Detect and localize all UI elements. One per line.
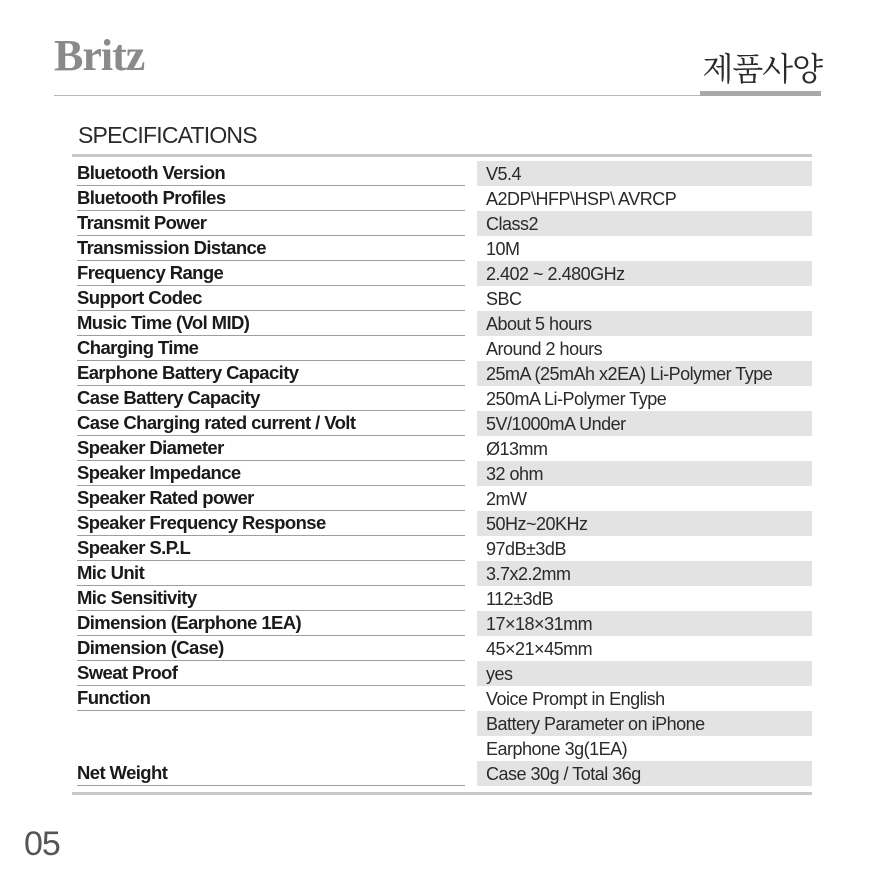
spec-row (72, 661, 812, 686)
spec-row (72, 586, 812, 611)
spec-value: 25mA (25mAh x2EA) Li-Polymer Type (477, 361, 812, 386)
spec-row (72, 186, 812, 211)
spec-row (72, 161, 812, 186)
spec-value: 2mW (486, 489, 527, 509)
spec-row (72, 611, 812, 636)
spec-row (72, 711, 812, 736)
spec-value: Earphone 3g(1EA) (486, 739, 628, 759)
spec-value: Case 30g / Total 36g (477, 761, 812, 786)
spec-value: SBC (486, 289, 522, 309)
spec-label: Support Codec (77, 286, 465, 311)
spec-value: 3.7x2.2mm (477, 561, 812, 586)
spec-label: Mic Sensitivity (77, 586, 465, 611)
spec-row (72, 361, 812, 386)
spec-value: V5.4 (477, 161, 812, 186)
page-heading: 제품사양 (702, 50, 822, 88)
table-bottom-rule (72, 792, 812, 795)
spec-value: Around 2 hours (486, 339, 603, 359)
brand-logo: Britz (54, 31, 145, 80)
spec-row (72, 461, 812, 486)
spec-label: Speaker Rated power (77, 486, 465, 511)
spec-label: Frequency Range (77, 261, 465, 286)
spec-label: Charging Time (77, 336, 465, 361)
spec-value: Ø13mm (486, 439, 548, 459)
section-title: SPECIFICATIONS (78, 122, 257, 148)
spec-label: Speaker Impedance (77, 461, 465, 486)
spec-label: Speaker S.P.L (77, 536, 465, 561)
spec-label: Function (77, 686, 465, 711)
spec-label: Bluetooth Version (77, 161, 465, 186)
spec-label: Transmission Distance (77, 236, 465, 261)
spec-row (72, 636, 812, 661)
spec-row (72, 311, 812, 336)
spec-value: 250mA Li-Polymer Type (486, 389, 667, 409)
spec-row (72, 511, 812, 536)
spec-value: 45×21×45mm (486, 639, 593, 659)
spec-value: A2DP\HFP\HSP\ AVRCP (486, 189, 677, 209)
spec-table (72, 161, 812, 786)
spec-value: 50Hz~20KHz (477, 511, 812, 536)
spec-value: Class2 (477, 211, 812, 236)
spec-value: 2.402 ~ 2.480GHz (477, 261, 812, 286)
spec-label: Transmit Power (77, 211, 465, 236)
spec-value: 112±3dB (486, 589, 554, 609)
spec-row (72, 561, 812, 586)
spec-row (72, 411, 812, 436)
spec-label (77, 736, 465, 760)
spec-label: Mic Unit (77, 561, 465, 586)
table-top-rule (72, 154, 812, 157)
spec-value: 17×18×31mm (477, 611, 812, 636)
spec-label: Case Battery Capacity (77, 386, 465, 411)
spec-row (72, 736, 812, 761)
spec-label: Bluetooth Profiles (77, 186, 465, 211)
spec-row (72, 536, 812, 561)
spec-row (72, 386, 812, 411)
spec-row (72, 336, 812, 361)
spec-label: Earphone Battery Capacity (77, 361, 465, 386)
spec-label: Music Time (Vol MID) (77, 311, 465, 336)
spec-value: 32 ohm (477, 461, 812, 486)
spec-value: Battery Parameter on iPhone (477, 711, 812, 736)
spec-row (72, 436, 812, 461)
spec-label (77, 711, 465, 735)
spec-row (72, 261, 812, 286)
spec-label: Sweat Proof (77, 661, 465, 686)
spec-row (72, 286, 812, 311)
spec-row (72, 211, 812, 236)
spec-label: Speaker Frequency Response (77, 511, 465, 536)
spec-value: yes (477, 661, 812, 686)
spec-label: Dimension (Earphone 1EA) (77, 611, 465, 636)
spec-row (72, 686, 812, 711)
spec-label: Net Weight (77, 761, 465, 786)
page-number: 05 (24, 825, 60, 863)
spec-value: 10M (486, 239, 520, 259)
spec-row (72, 236, 812, 261)
spec-row (72, 761, 812, 786)
spec-value: About 5 hours (477, 311, 812, 336)
spec-value: 97dB±3dB (486, 539, 566, 559)
spec-label: Speaker Diameter (77, 436, 465, 461)
spec-row (72, 486, 812, 511)
spec-label: Case Charging rated current / Volt (77, 411, 465, 436)
header-accent-bar (700, 91, 821, 96)
spec-value: Voice Prompt in English (486, 689, 665, 709)
spec-label: Dimension (Case) (77, 636, 465, 661)
spec-value: 5V/1000mA Under (477, 411, 812, 436)
